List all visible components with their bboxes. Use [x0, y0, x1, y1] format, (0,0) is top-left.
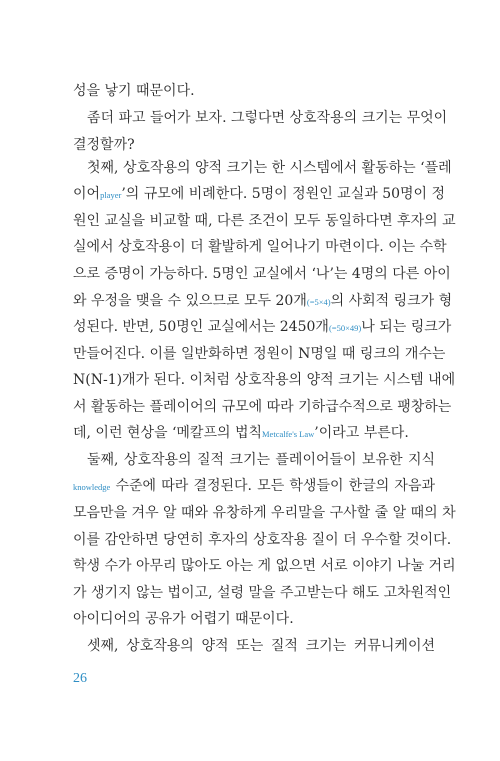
text-line [73, 317, 452, 337]
text-line: 좀더 파고 들어가 보자. 그렇다면 상호작용의 크기는 무엇이 [87, 110, 448, 126]
text-segment: 나 되는 링크가 [361, 319, 452, 335]
text-line: 첫째, 상호작용의 양적 크기는 한 시스템에서 활동하는 ‘플레 [87, 160, 452, 176]
text-line: 둘째, 상호작용의 질적 크기는 플레이어들이 보유한 지식 [87, 452, 435, 468]
text-line: 셋째, 상호작용의 양적 또는 질적 크기는 커뮤니케이션 [87, 638, 435, 654]
text-segment: 수준에 따라 결정된다. 모든 학생들이 한글의 자음과 [110, 478, 435, 494]
text-line: 원인 교실을 비교할 때, 다른 조건이 모두 동일하다면 후자의 교 [73, 213, 456, 229]
text-line: 결정할까? [73, 137, 135, 153]
text-line: 실에서 상호작용이 더 활발하게 일어나기 마련이다. 이는 수학 [73, 239, 447, 255]
text-line: 으로 증명이 가능하다. 5명인 교실에서 ‘나’는 4명의 다른 아이 [73, 266, 451, 282]
text-line [73, 476, 435, 496]
text-line: 이를 감안하면 당연히 후자의 상호작용 질이 더 우수할 것이다. [73, 532, 452, 548]
text-line: 만들어진다. 이를 일반화하면 정원이 N명일 때 링크의 개수는 [73, 346, 446, 362]
text-line: 모음만을 겨우 알 때와 유창하게 우리말을 구사할 줄 알 때의 차 [73, 505, 456, 521]
annotation-gloss: (=5×4) [306, 297, 331, 307]
text-line: 학생 수가 아무리 많아도 아는 게 없으면 서로 이야기 나눌 거리 [73, 558, 456, 574]
text-segment: 데, 이런 현상을 ‘메칼프의 법칙 [73, 425, 262, 441]
text-segment: ’의 규모에 비례한다. 5명이 정원인 교실과 50명이 정 [121, 186, 446, 202]
text-segment: ’이라고 부른다. [314, 425, 409, 441]
text-line: 성을 낳기 때문이다. [73, 83, 195, 99]
text-segment: 의 사회적 링크가 형 [330, 293, 453, 309]
annotation-gloss: Metcalfe's Law [262, 429, 315, 439]
text-line [73, 184, 446, 204]
text-line [73, 291, 453, 311]
text-segment: 성된다. 반면, 50명인 교실에서는 2450개 [73, 319, 329, 335]
text-segment: 와 우정을 맺을 수 있으므로 모두 20개 [73, 293, 307, 309]
text-line: 아이디어의 공유가 어렵기 때문이다. [73, 611, 294, 627]
annotation-gloss: player [100, 190, 122, 200]
text-line: 서 활동하는 플레이어의 규모에 따라 기하급수적으로 팽창하는 [73, 399, 452, 415]
text-line: N(N-1)개가 된다. 이처럼 상호작용의 양적 크기는 시스템 내에 [73, 372, 456, 388]
text-line: 가 생기지 않는 법이고, 설령 말을 주고받는다 해도 고차원적인 [73, 585, 452, 601]
annotation-gloss: knowledge [73, 482, 111, 492]
annotation-gloss: (=50×49) [328, 323, 362, 333]
page-number: 26 [73, 671, 87, 686]
text-segment: 이어 [73, 186, 101, 202]
text-line [73, 423, 435, 443]
